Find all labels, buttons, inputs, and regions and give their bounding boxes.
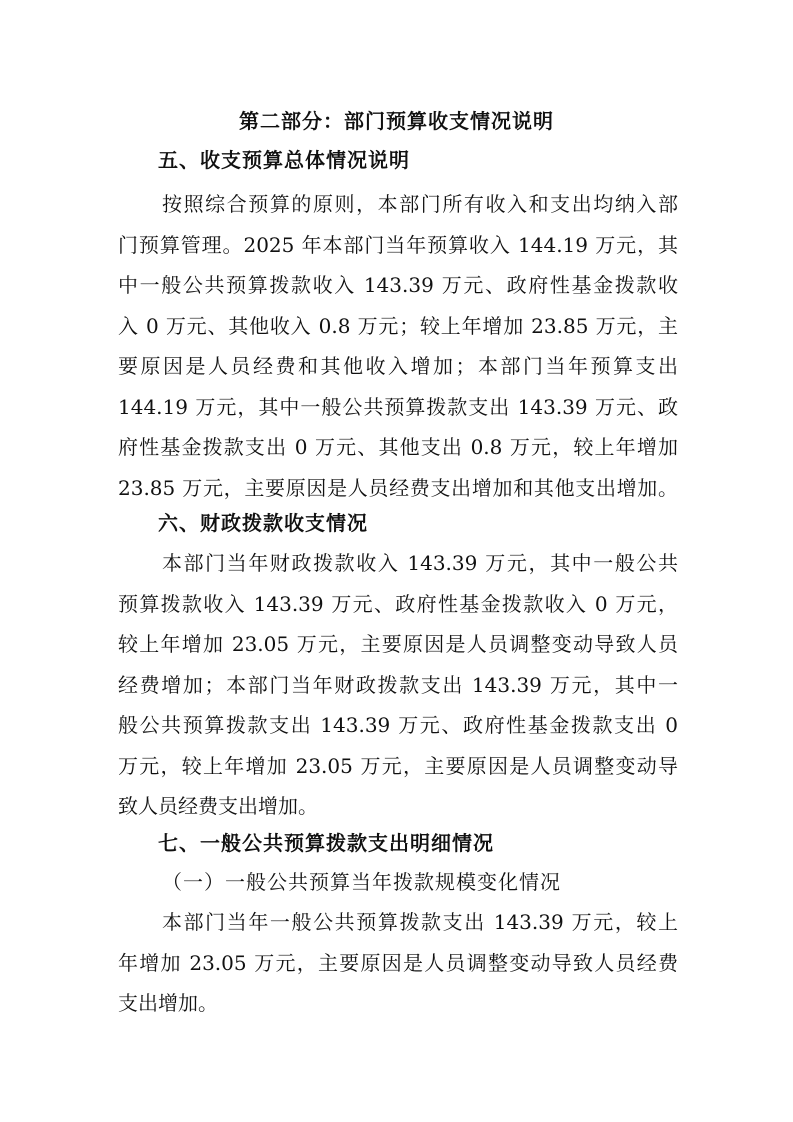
paragraph-line: 般公共预算拨款支出 143.39 万元、政府性基金拨款支出 0 [118, 713, 678, 737]
section-6-paragraph [118, 543, 678, 827]
subsection-heading: （一）一般公共预算当年拨款规模变化情况 [162, 870, 561, 894]
paragraph-line: 本部门当年财政拨款收入 143.39 万元，其中一般公共 [162, 551, 678, 575]
paragraph-line: 预算拨款收入 143.39 万元、政府性基金拨款收入 0 万元， [118, 591, 678, 616]
paragraph-line: 经费增加；本部门当年财政拨款支出 143.39 万元，其中一 [118, 672, 678, 697]
paragraph-line: 府性基金拨款支出 0 万元、其他支出 0.8 万元，较上年增加 [118, 435, 678, 459]
section-heading-5: 五、收支预算总体情况说明 [158, 148, 410, 172]
paragraph-line: 门预算管理。2025 年本部门当年预算收入 144.19 万元，其 [118, 232, 678, 257]
paragraph-line: 本部门当年一般公共预算拨款支出 143.39 万元，较上 [162, 910, 678, 934]
section-heading-7: 七、一般公共预算拨款支出明细情况 [158, 831, 494, 855]
paragraph-line: 入 0 万元、其他收入 0.8 万元；较上年增加 23.85 万元，主 [118, 313, 678, 338]
page-title: 第二部分：部门预算收支情况说明 [239, 109, 554, 133]
section-heading-6: 六、财政拨款收支情况 [158, 511, 368, 535]
paragraph-line: 23.85 万元，主要原因是人员经费支出增加和其他支出增加。 [118, 475, 678, 500]
paragraph-line: 支出增加。 [118, 991, 218, 1015]
section-5-paragraph [118, 184, 678, 508]
paragraph-line: 中一般公共预算拨款收入 143.39 万元、政府性基金拨款收 [118, 273, 678, 297]
paragraph-line: 按照综合预算的原则，本部门所有收入和支出均纳入部 [162, 192, 678, 216]
paragraph-line: 144.19 万元，其中一般公共预算拨款支出 143.39 万元、政 [118, 394, 678, 419]
paragraph-line: 较上年增加 23.05 万元，主要原因是人员调整变动导致人员 [118, 632, 678, 656]
paragraph-line: 万元，较上年增加 23.05 万元，主要原因是人员调整变动导 [118, 753, 678, 778]
paragraph-line: 致人员经费支出增加。 [118, 794, 318, 818]
paragraph-line: 年增加 23.05 万元，主要原因是人员调整变动导致人员经费 [118, 950, 678, 975]
paragraph-line: 要原因是人员经费和其他收入增加；本部门当年预算支出 [118, 354, 678, 378]
section-7-paragraph [118, 902, 678, 1024]
